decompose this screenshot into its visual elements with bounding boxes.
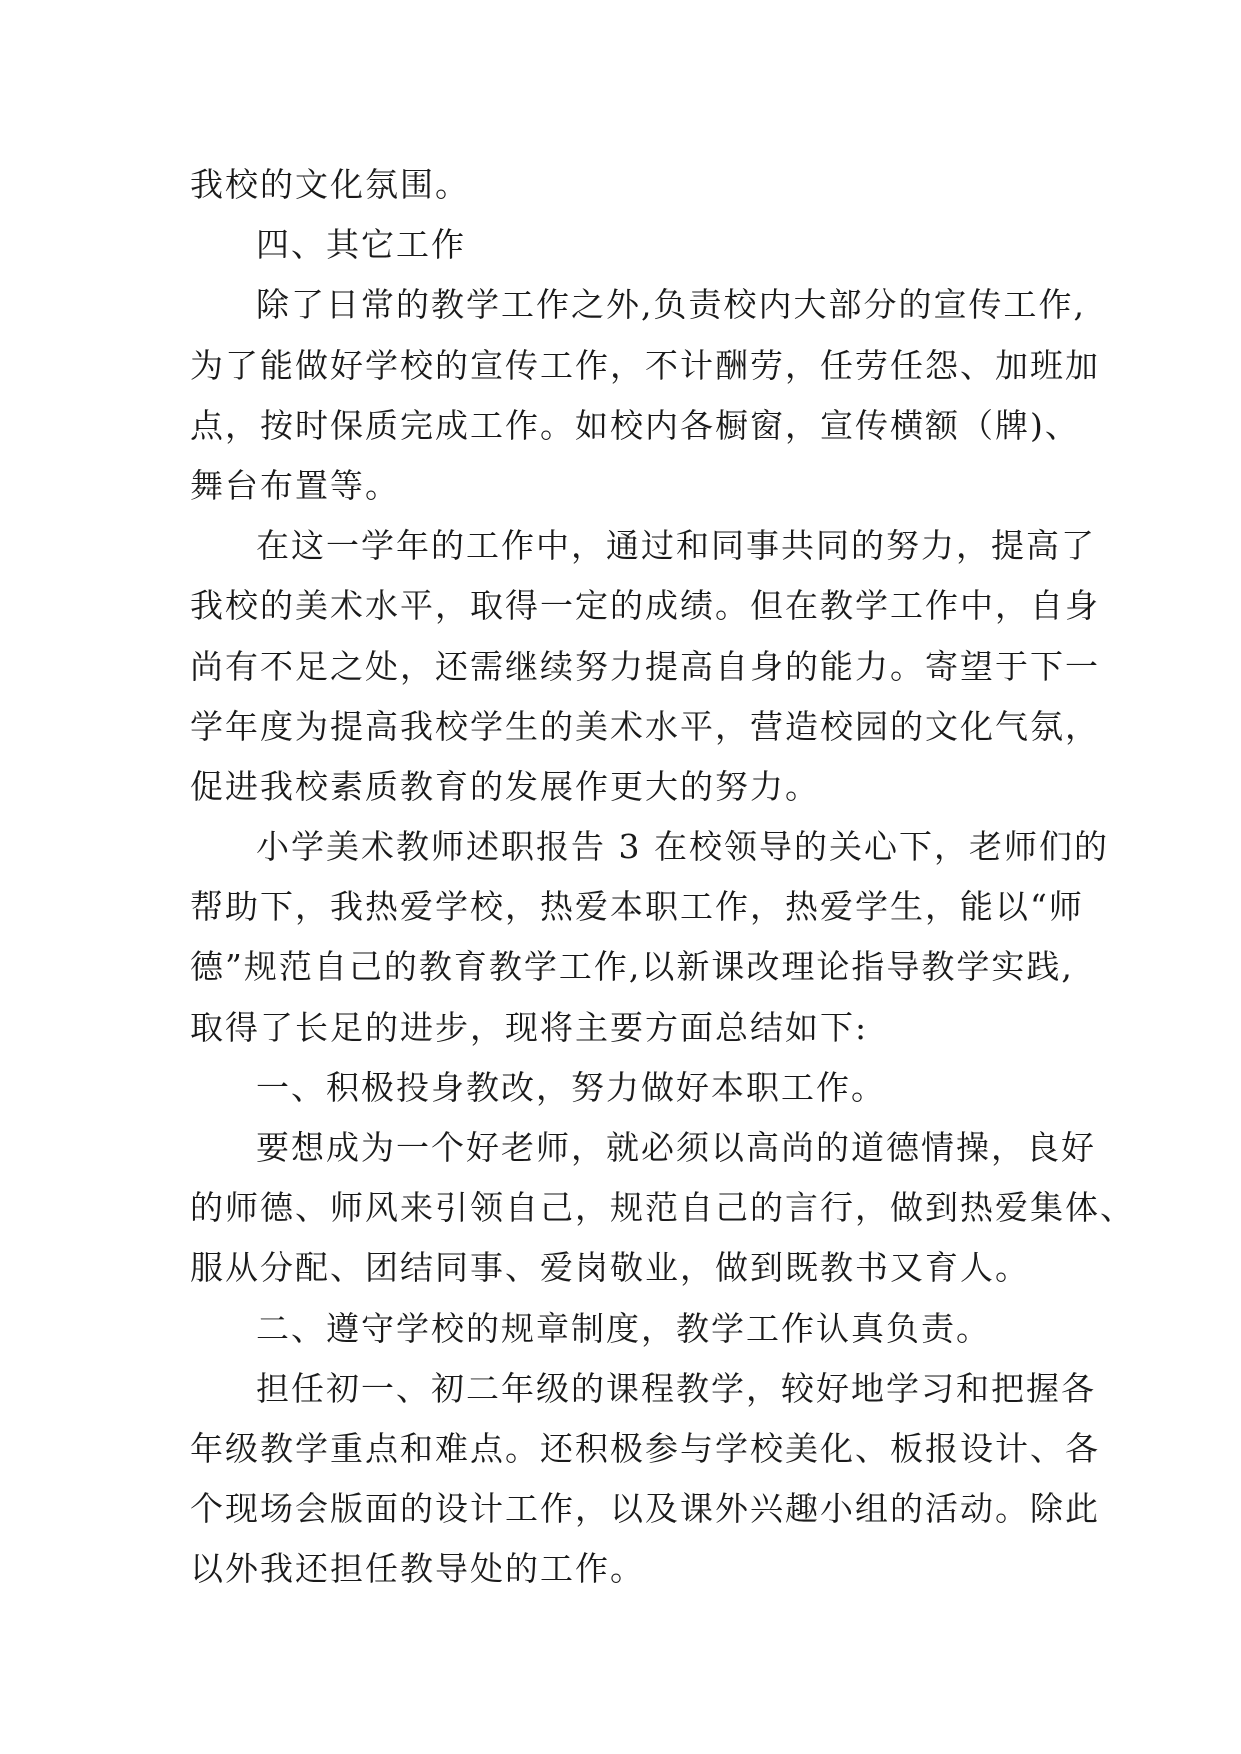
text-line: 在这一学年的工作中，通过和同事共同的努力，提高了 bbox=[256, 526, 1096, 566]
text-line: 我校的美术水平，取得一定的成绩。但在教学工作中，自身 bbox=[190, 586, 1100, 626]
section-heading: 二、遵守学校的规章制度，教学工作认真负责。 bbox=[256, 1308, 991, 1348]
text-line: 点，按时保质完成工作。如校内各橱窗，宣传横额（牌)、 bbox=[190, 405, 1080, 445]
text-line: 以外我还担任教导处的工作。 bbox=[190, 1549, 645, 1589]
text-line: 学年度为提高我校学生的美术水平，营造校园的文化气氛， bbox=[190, 706, 1100, 746]
text-line: 为了能做好学校的宣传工作，不计酬劳，任劳任怨、加班加 bbox=[190, 345, 1100, 385]
document-body bbox=[190, 155, 1135, 1600]
text-line: 的师德、师风来引领自己，规范自己的言行，做到热爱集体、 bbox=[190, 1188, 1135, 1228]
text-line: 个现场会版面的设计工作，以及课外兴趣小组的活动。除此 bbox=[190, 1489, 1100, 1529]
text-line: 我校的文化氛围。 bbox=[190, 165, 470, 204]
section-heading: 四、其它工作 bbox=[256, 225, 466, 265]
text-line: 尚有不足之处，还需继续努力提高自身的能力。寄望于下一 bbox=[190, 646, 1100, 686]
section-heading: 一、积极投身教改，努力做好本职工作。 bbox=[256, 1067, 886, 1107]
text-line: 担任初一、初二年级的课程教学，较好地学习和把握各 bbox=[256, 1368, 1096, 1408]
text-line: 要想成为一个好老师，就必须以高尚的道德情操，良好 bbox=[256, 1128, 1096, 1167]
text-line: 促进我校素质教育的发展作更大的努力。 bbox=[190, 766, 820, 806]
text-line: 年级教学重点和难点。还积极参与学校美化、板报设计、各 bbox=[190, 1428, 1100, 1468]
text-line: 帮助下，我热爱学校，热爱本职工作，热爱学生，能以“师 bbox=[190, 887, 1084, 927]
text-line: 舞台布置等。 bbox=[190, 465, 400, 505]
text-line: 除了日常的教学工作之外,负责校内大部分的宣传工作, bbox=[256, 285, 1086, 325]
text-line: 服从分配、团结同事、爱岗敬业，做到既教书又育人。 bbox=[190, 1248, 1030, 1288]
text-line: 小学美术教师述职报告 3 在校领导的关心下，老师们的 bbox=[256, 827, 1109, 867]
text-line: 取得了长足的进步，现将主要方面总结如下: bbox=[190, 1007, 869, 1047]
text-line: 德”规范自己的教育教学工作,以新课改理论指导教学实践, bbox=[190, 947, 1074, 987]
